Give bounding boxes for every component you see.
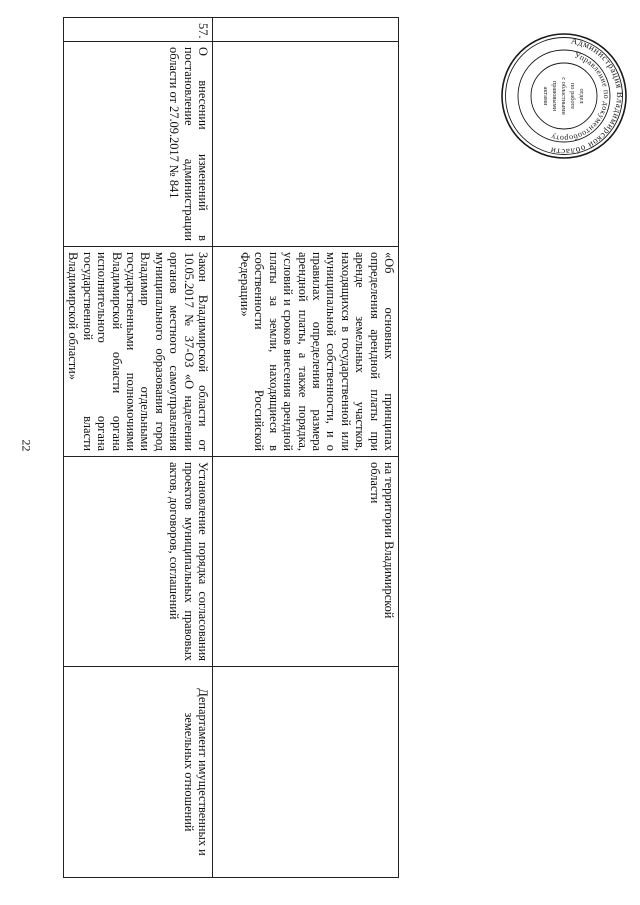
table-row: [64, 18, 213, 878]
cell-name: О внесении изменений в постановление администрации области от 27.09.2017 № 841: [64, 42, 213, 247]
document-table: [66, 17, 399, 877]
seal-center-line: с областными: [560, 77, 567, 115]
cell-number: 57.: [64, 18, 213, 42]
page-number: 22: [19, 439, 34, 452]
cell-subject: на территории Владимирской области: [213, 457, 399, 667]
seal-inner-text: Управление по документообороту: [549, 50, 612, 144]
seal-outer-text: Администрация Владимирской области: [549, 35, 626, 158]
seal-center-line: правовыми: [551, 80, 558, 112]
cell-department: [213, 667, 399, 878]
seal-center-line: актами: [542, 86, 549, 106]
seal-stamp-icon: [500, 32, 628, 160]
cell-subject: Установление порядка согласования проектов муниципальных правовых актов, договоров, соглашений: [64, 457, 213, 667]
official-seal: [500, 32, 628, 160]
cell-basis: «Об основных принципах определения арендной платы при аренде земельных участков, находящихся в государственной или муниципальной собственности, и о правилах определения размера арендной платы, а также порядка, условий и сроков внесения арендной платы за земли, находящиеся в собственности Российской Федерации»: [213, 247, 399, 457]
table-row: [213, 18, 399, 878]
cell-number: [213, 18, 399, 42]
seal-center-line: отдел: [578, 88, 585, 104]
cell-basis: Закон Владимирской области от 10.05.2017 № 37-ОЗ «О наделении органов местного самоуправления муниципального образования город Владимир отдельными государственными полномочиями Владимирской области органа исполнительного органа государственной власти Владимирской области»: [64, 247, 213, 457]
cell-name: [213, 42, 399, 247]
seal-center-line: по работе: [569, 82, 576, 110]
cell-department: Департамент имущественных и земельных отношений: [64, 667, 213, 878]
